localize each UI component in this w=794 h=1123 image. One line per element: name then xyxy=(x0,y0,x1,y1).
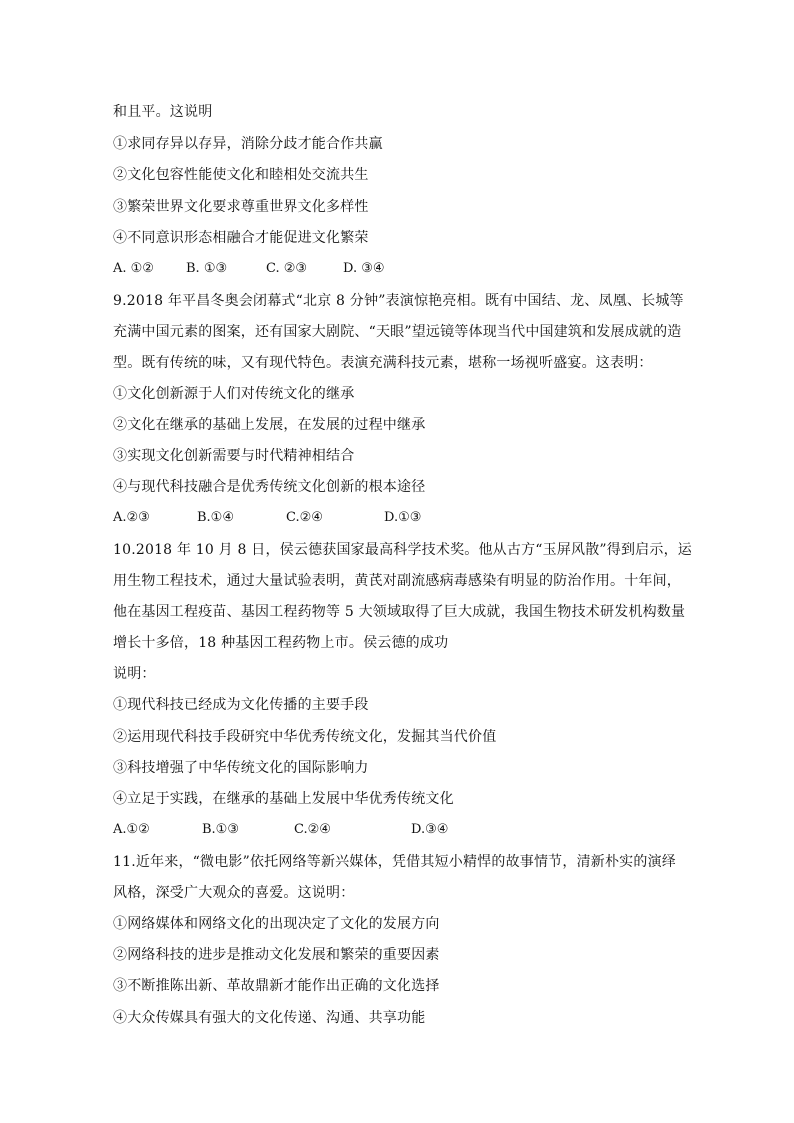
q10-item-1: ①现代科技已经成为文化传播的主要手段 xyxy=(113,697,369,713)
q9-stem-line-3: 型。既有传统的味，又有现代特色。表演充满科技元素，堪称一场视听盛宴。这表明： xyxy=(113,355,653,371)
q9-item-1: ①文化创新源于人们对传统文化的继承 xyxy=(113,386,355,402)
q10-stem-line-4: 增长十多倍，18 种基因工程药物上市。侯云德的成功 xyxy=(113,635,449,651)
q8-option-a: A. ①② xyxy=(113,261,154,276)
q11-stem-line-1: 11.近年来，“微电影”依托网络等新兴媒体，凭借其短小精悍的故事情节，清新朴实的演绎 xyxy=(113,854,676,870)
q11-stem-line-2: 风格，深受广大观众的喜爱。这说明： xyxy=(113,885,355,901)
q10-item-2: ②运用现代科技手段研究中华优秀传统文化，发掘其当代价值 xyxy=(113,729,497,745)
q8-item-4: ④不同意识形态相融合才能促进文化繁荣 xyxy=(113,230,369,246)
q11-item-4: ④大众传媒具有强大的文化传递、沟通、共享功能 xyxy=(113,1010,426,1026)
q9-option-a: A.②③ xyxy=(113,510,150,525)
q9-item-4: ④与现代科技融合是优秀传统文化创新的根本途径 xyxy=(113,479,426,495)
q10-option-d: D.③④ xyxy=(411,822,449,837)
q9-option-b: B.①④ xyxy=(197,510,234,525)
q10-stem-line-5: 说明： xyxy=(113,666,156,682)
q8-option-b: B. ①③ xyxy=(186,261,228,276)
q8-stem-tail: 和且平。这说明 xyxy=(113,104,213,120)
q8-option-c: C. ②③ xyxy=(266,261,308,276)
q10-stem-line-1: 10.2018 年 10 月 8 日，侯云德获国家最高科学技术奖。他从古方“玉屏风散”得到启示，运 xyxy=(113,542,692,558)
q8-item-3: ③繁荣世界文化要求尊重世界文化多样性 xyxy=(113,199,369,215)
q11-item-2: ②网络科技的进步是推动文化发展和繁荣的重要因素 xyxy=(113,947,440,963)
q9-item-3: ③实现文化创新需要与时代精神相结合 xyxy=(113,448,355,464)
q10-stem-line-2: 用生物工程技术，通过大量试验表明，黄芪对副流感病毒感染有明显的防治作用。十年间， xyxy=(113,573,681,589)
q9-option-d: D.①③ xyxy=(384,510,422,525)
q9-option-c: C.②④ xyxy=(286,510,323,525)
q11-item-3: ③不断推陈出新、革故鼎新才能作出正确的文化选择 xyxy=(113,978,440,994)
q9-stem-line-1: 9.2018 年平昌冬奥会闭幕式“北京 8 分钟”表演惊艳亮相。既有中国结、龙、凤凰、长城等 xyxy=(113,293,684,309)
q9-stem-line-2: 充满中国元素的图案，还有国家大剧院、“天眼”望远镜等体现当代中国建筑和发展成就的造 xyxy=(113,324,682,340)
q10-stem-line-3: 他在基因工程疫苗、基因工程药物等 5 大领域取得了巨大成就，我国生物技术研发机构数量 xyxy=(113,604,686,620)
q10-option-a: A.①② xyxy=(113,822,150,837)
q8-item-2: ②文化包容性能使文化和睦相处交流共生 xyxy=(113,167,369,183)
q9-item-2: ②文化在继承的基础上发展，在发展的过程中继承 xyxy=(113,417,426,433)
q10-item-3: ③科技增强了中华传统文化的国际影响力 xyxy=(113,760,369,776)
q10-item-4: ④立足于实践，在继承的基础上发展中华优秀传统文化 xyxy=(113,791,454,807)
q10-option-c: C.②④ xyxy=(294,822,331,837)
q11-item-1: ①网络媒体和网络文化的出现决定了文化的发展方向 xyxy=(113,916,440,932)
q8-item-1: ①求同存异以存异，消除分歧才能合作共赢 xyxy=(113,136,383,152)
q10-option-b: B.①③ xyxy=(202,822,239,837)
q8-option-d: D. ③④ xyxy=(343,261,385,276)
